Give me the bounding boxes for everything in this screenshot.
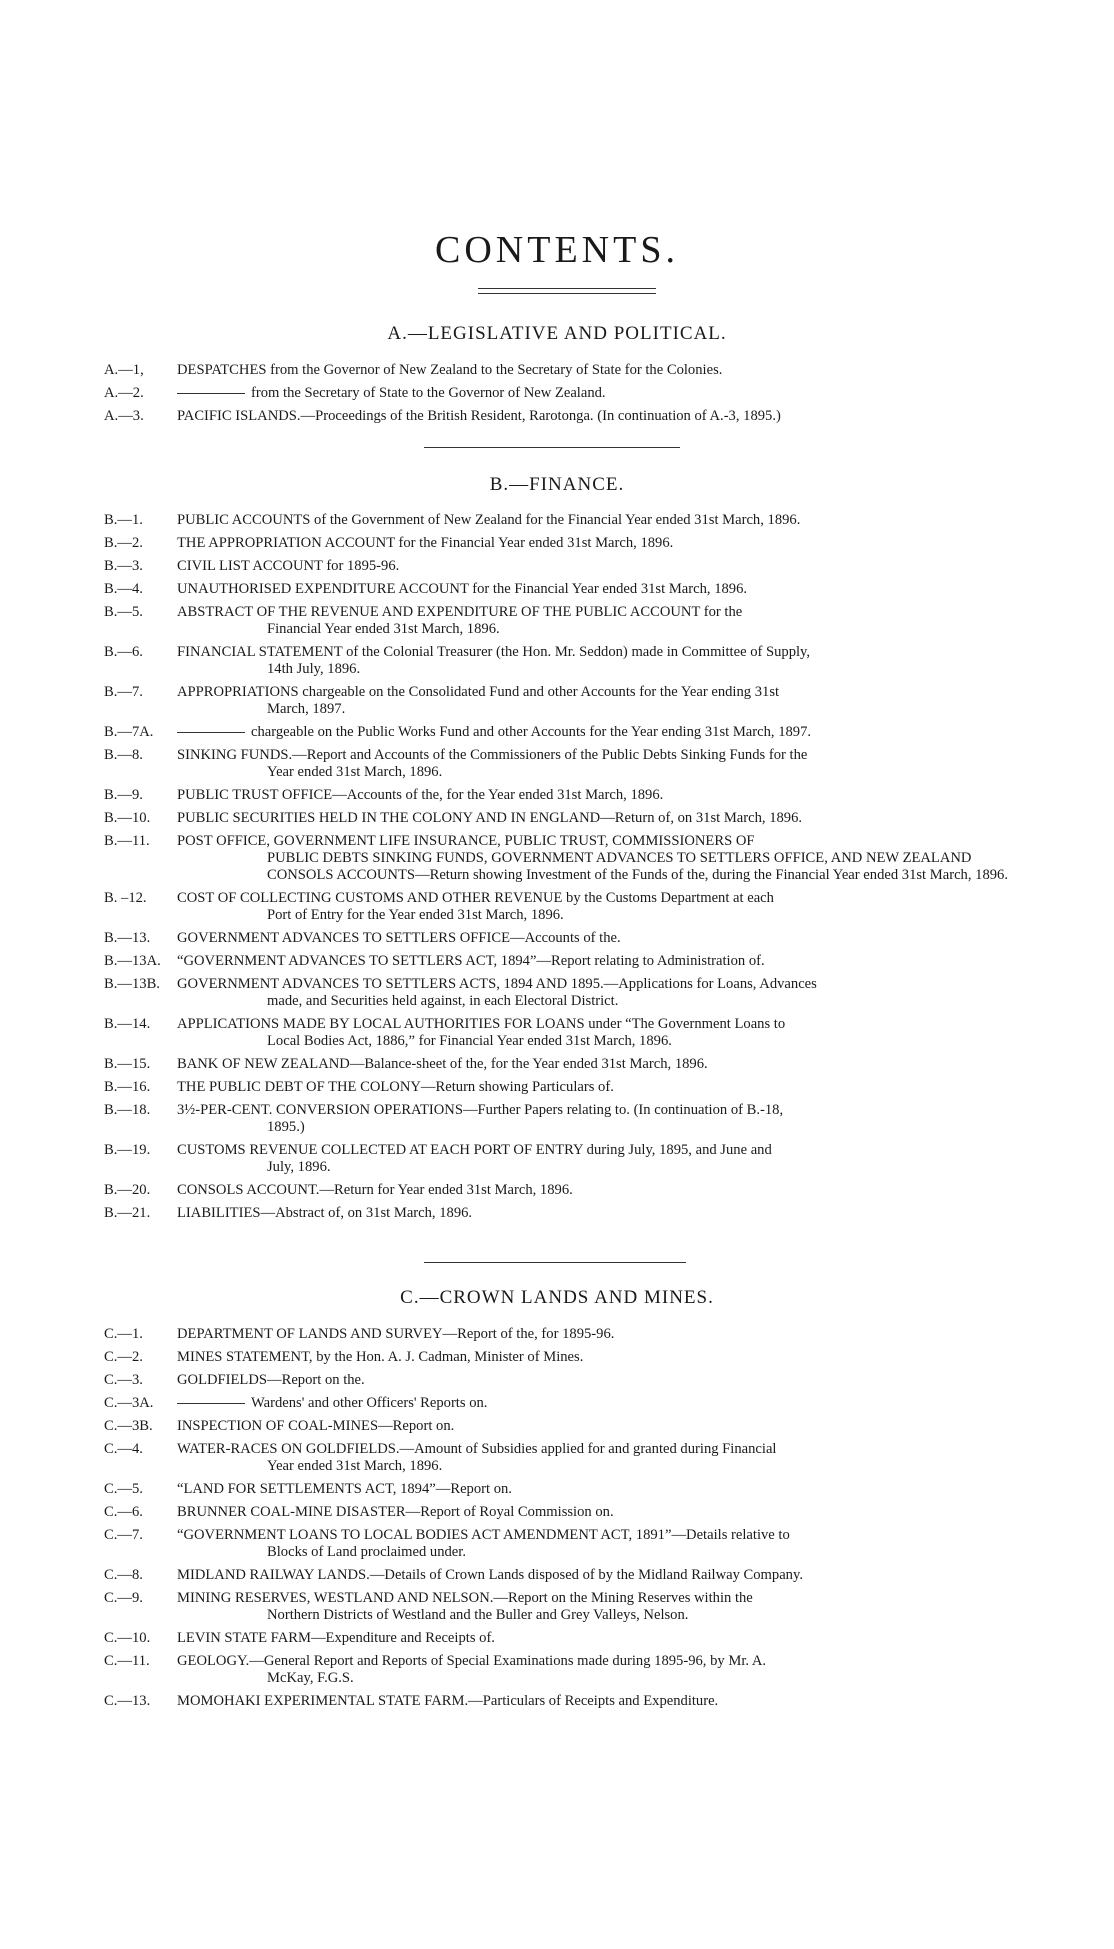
section-c-list	[104, 1320, 1014, 1710]
entry-description	[177, 1079, 1014, 1096]
entry-text: from the Secretary of State to the Governor of New Zealand.	[251, 385, 606, 401]
entry-code: A.—2.	[104, 385, 144, 401]
page-title: CONTENTS.	[435, 229, 679, 271]
entry-code: A.—3.	[104, 408, 144, 424]
section-a-list	[104, 356, 1014, 425]
title-rule	[478, 288, 656, 294]
entry-description	[177, 724, 1014, 741]
list-item	[104, 747, 1014, 781]
entry-continuation: Blocks of Land proclaimed under.	[267, 1544, 466, 1560]
entry-code: B. –12.	[104, 890, 147, 906]
entry-description	[177, 1590, 1014, 1624]
entry-code: C.—6.	[104, 1504, 143, 1520]
entry-code: B.—19.	[104, 1142, 151, 1158]
list-item	[104, 558, 1014, 575]
entry-code: B.—7.	[104, 684, 143, 700]
entry-description	[177, 1693, 1014, 1710]
entry-code: B.—15.	[104, 1056, 151, 1072]
entry-code: C.—3A.	[104, 1395, 154, 1411]
entry-description	[177, 1102, 1014, 1136]
entry-description	[177, 1182, 1014, 1199]
entry-code: B.—21.	[104, 1205, 151, 1221]
list-item	[104, 1349, 1014, 1366]
entry-continuation: Year ended 31st March, 1896.	[267, 1458, 443, 1474]
entry-description	[177, 1441, 1014, 1475]
entry-text: PUBLIC ACCOUNTS of the Government of New Zealand for the Financial Year ended 31st March, 1896.	[177, 512, 801, 528]
entry-continuation: March, 1897.	[267, 701, 346, 717]
entry-code: C.—3B.	[104, 1418, 153, 1434]
entry-text: APPLICATIONS MADE BY LOCAL AUTHORITIES FOR LOANS under “The Government Loans to	[177, 1016, 786, 1032]
entry-code: B.—7A.	[104, 724, 154, 740]
entry-text: SINKING FUNDS.—Report and Accounts of the Commissioners of the Public Debts Sinking Funds for the	[177, 747, 808, 763]
list-item	[104, 1441, 1014, 1475]
list-item	[104, 362, 1014, 379]
entry-code: B.—20.	[104, 1182, 151, 1198]
entry-description	[177, 953, 1014, 970]
entry-text: BANK OF NEW ZEALAND—Balance-sheet of the, for the Year ended 31st March, 1896.	[177, 1056, 708, 1072]
entry-continuation: Port of Entry for the Year ended 31st March, 1896.	[267, 907, 564, 923]
list-item	[104, 1079, 1014, 1096]
entry-text: MIDLAND RAILWAY LANDS.—Details of Crown Lands disposed of by the Midland Railway Company.	[177, 1567, 803, 1583]
entry-text: INSPECTION OF COAL-MINES—Report on.	[177, 1418, 455, 1434]
entry-description	[177, 1418, 1014, 1435]
entry-description	[177, 1016, 1014, 1050]
entry-description	[177, 684, 1014, 718]
entry-continuation: 14th July, 1896.	[267, 661, 361, 677]
section-b-heading: B.—FINANCE.	[489, 474, 625, 495]
entry-code: C.—5.	[104, 1481, 143, 1497]
entry-text: PUBLIC SECURITIES HELD IN THE COLONY AND IN ENGLAND—Return of, on 31st March, 1896.	[177, 810, 803, 826]
section-divider	[424, 1262, 686, 1263]
entry-code: C.—3.	[104, 1372, 143, 1388]
list-item	[104, 1567, 1014, 1584]
list-item	[104, 1481, 1014, 1498]
entry-description	[177, 512, 1014, 529]
entry-code: B.—8.	[104, 747, 143, 763]
entry-text: GOVERNMENT ADVANCES TO SETTLERS ACTS, 1894 AND 1895.—Applications for Loans, Advances	[177, 976, 817, 992]
entry-text: MINES STATEMENT, by the Hon. A. J. Cadman, Minister of Mines.	[177, 1349, 584, 1365]
entry-code: C.—13.	[104, 1693, 151, 1709]
list-item	[104, 1504, 1014, 1521]
entry-text: POST OFFICE, GOVERNMENT LIFE INSURANCE, PUBLIC TRUST, COMMISSIONERS OF	[177, 833, 755, 849]
section-divider	[424, 447, 680, 448]
entry-text: GOVERNMENT ADVANCES TO SETTLERS OFFICE—Accounts of the.	[177, 930, 621, 946]
entry-text: GEOLOGY.—General Report and Reports of Special Examinations made during 1895-96, by Mr. A.	[177, 1653, 767, 1669]
entry-description	[177, 1504, 1014, 1521]
section-a-heading: A.—LEGISLATIVE AND POLITICAL.	[387, 323, 727, 344]
entry-text: CONSOLS ACCOUNT.—Return for Year ended 31st March, 1896.	[177, 1182, 573, 1198]
entry-text: THE PUBLIC DEBT OF THE COLONY—Return showing Particulars of.	[177, 1079, 614, 1095]
entry-description	[177, 1630, 1014, 1647]
entry-text: “GOVERNMENT LOANS TO LOCAL BODIES ACT AMENDMENT ACT, 1891”—Details relative to	[177, 1527, 790, 1543]
entry-description	[177, 833, 1014, 884]
entry-description	[177, 1326, 1014, 1343]
list-item	[104, 810, 1014, 827]
entry-text: LEVIN STATE FARM—Expenditure and Receipts of.	[177, 1630, 495, 1646]
entry-description	[177, 976, 1014, 1010]
entry-code: B.—11.	[104, 833, 150, 849]
entry-code: B.—16.	[104, 1079, 151, 1095]
entry-code: C.—10.	[104, 1630, 151, 1646]
entry-text: GOLDFIELDS—Report on the.	[177, 1372, 365, 1388]
entry-code: C.—2.	[104, 1349, 143, 1365]
entry-text: DESPATCHES from the Governor of New Zealand to the Secretary of State for the Colonies.	[177, 362, 723, 378]
entry-code: B.—1.	[104, 512, 143, 528]
entry-description	[177, 362, 1014, 379]
entry-continuation: Northern Districts of Westland and the Buller and Grey Valleys, Nelson.	[267, 1607, 689, 1623]
entry-description	[177, 787, 1014, 804]
entry-description	[177, 535, 1014, 552]
list-item	[104, 1395, 1014, 1412]
list-item	[104, 1653, 1014, 1687]
entry-text: PACIFIC ISLANDS.—Proceedings of the British Resident, Rarotonga. (In continuation of A.-3, 1895.)	[177, 408, 781, 424]
list-item	[104, 1182, 1014, 1199]
list-item	[104, 930, 1014, 947]
entry-continuation: PUBLIC DEBTS SINKING FUNDS, GOVERNMENT ADVANCES TO SETTLERS OFFICE, AND NEW ZEALAND CONSOLS ACCOUNTS—Return showing Investment of the Funds of the, during the Financial Year ended 31st March, 1896.	[267, 850, 1008, 883]
list-item	[104, 1630, 1014, 1647]
entry-text: “GOVERNMENT ADVANCES TO SETTLERS ACT, 1894”—Report relating to Administration of.	[177, 953, 765, 969]
entry-code: C.—8.	[104, 1567, 143, 1583]
entry-description	[177, 1395, 1014, 1412]
entry-text: APPROPRIATIONS chargeable on the Consolidated Fund and other Accounts for the Year ending 31st	[177, 684, 780, 700]
entry-text: ABSTRACT OF THE REVENUE AND EXPENDITURE OF THE PUBLIC ACCOUNT for the	[177, 604, 743, 620]
entry-continuation: July, 1896.	[267, 1159, 331, 1175]
entry-description	[177, 930, 1014, 947]
entry-continuation: made, and Securities held against, in each Electoral District.	[267, 993, 619, 1009]
entry-code: B.—9.	[104, 787, 143, 803]
entry-code: C.—9.	[104, 1590, 143, 1606]
entry-code: B.—2.	[104, 535, 143, 551]
list-item	[104, 1056, 1014, 1073]
entry-text: chargeable on the Public Works Fund and other Accounts for the Year ending 31st March, 1897.	[251, 724, 812, 740]
list-item	[104, 1527, 1014, 1561]
list-item	[104, 1693, 1014, 1710]
entry-text: PUBLIC TRUST OFFICE—Accounts of the, for the Year ended 31st March, 1896.	[177, 787, 664, 803]
entry-description	[177, 1349, 1014, 1366]
list-item	[104, 581, 1014, 598]
entry-code: B.—3.	[104, 558, 143, 574]
entry-description	[177, 1567, 1014, 1584]
list-item	[104, 1326, 1014, 1343]
list-item	[104, 385, 1014, 402]
entry-text: WATER-RACES ON GOLDFIELDS.—Amount of Subsidies applied for and granted during Financial	[177, 1441, 777, 1457]
list-item	[104, 1418, 1014, 1435]
entry-description	[177, 1205, 1014, 1222]
entry-text: MOMOHAKI EXPERIMENTAL STATE FARM.—Particulars of Receipts and Expenditure.	[177, 1693, 719, 1709]
list-item	[104, 1016, 1014, 1050]
ditto-dash	[177, 732, 245, 733]
entry-text: CUSTOMS REVENUE COLLECTED AT EACH PORT OF ENTRY during July, 1895, and June and	[177, 1142, 772, 1158]
list-item	[104, 535, 1014, 552]
entry-text: MINING RESERVES, WESTLAND AND NELSON.—Report on the Mining Reserves within the	[177, 1590, 753, 1606]
entry-code: B.—5.	[104, 604, 143, 620]
entry-description	[177, 747, 1014, 781]
entry-code: C.—11.	[104, 1653, 150, 1669]
entry-continuation: Financial Year ended 31st March, 1896.	[267, 621, 500, 637]
section-b-list	[104, 506, 1014, 1222]
list-item	[104, 604, 1014, 638]
entry-text: THE APPROPRIATION ACCOUNT for the Financial Year ended 31st March, 1896.	[177, 535, 674, 551]
entry-code: A.—1,	[104, 362, 144, 378]
entry-text: CIVIL LIST ACCOUNT for 1895-96.	[177, 558, 400, 574]
list-item	[104, 1205, 1014, 1222]
entry-code: B.—18.	[104, 1102, 151, 1118]
entry-code: B.—4.	[104, 581, 143, 597]
list-item	[104, 1590, 1014, 1624]
entry-description	[177, 810, 1014, 827]
entry-text: Wardens' and other Officers' Reports on.	[251, 1395, 488, 1411]
list-item	[104, 787, 1014, 804]
entry-text: COST OF COLLECTING CUSTOMS AND OTHER REVENUE by the Customs Department at each	[177, 890, 774, 906]
list-item	[104, 408, 1014, 425]
entry-continuation: 1895.)	[267, 1119, 305, 1135]
entry-code: C.—7.	[104, 1527, 143, 1543]
entry-code: B.—13B.	[104, 976, 160, 992]
entry-continuation: Year ended 31st March, 1896.	[267, 764, 443, 780]
entry-code: C.—1.	[104, 1326, 143, 1342]
list-item	[104, 644, 1014, 678]
entry-text: FINANCIAL STATEMENT of the Colonial Treasurer (the Hon. Mr. Seddon) made in Committee of Supply,	[177, 644, 811, 660]
list-item	[104, 833, 1014, 884]
entry-description	[177, 1056, 1014, 1073]
section-c-heading: C.—CROWN LANDS AND MINES.	[400, 1287, 714, 1308]
entry-description	[177, 385, 1014, 402]
entry-description	[177, 1142, 1014, 1176]
entry-description	[177, 1527, 1014, 1561]
entry-description	[177, 1653, 1014, 1687]
entry-text: 3½-PER-CENT. CONVERSION OPERATIONS—Further Papers relating to. (In continuation of B.-18,	[177, 1102, 784, 1118]
entry-description	[177, 1481, 1014, 1498]
ditto-dash	[177, 393, 245, 394]
list-item	[104, 1142, 1014, 1176]
entry-continuation: McKay, F.G.S.	[267, 1670, 354, 1686]
entry-code: B.—14.	[104, 1016, 151, 1032]
list-item	[104, 890, 1014, 924]
list-item	[104, 684, 1014, 718]
list-item	[104, 512, 1014, 529]
entry-text: LIABILITIES—Abstract of, on 31st March, 1896.	[177, 1205, 473, 1221]
entry-text: “LAND FOR SETTLEMENTS ACT, 1894”—Report on.	[177, 1481, 512, 1497]
entry-description	[177, 408, 1014, 425]
entry-text: DEPARTMENT OF LANDS AND SURVEY—Report of the, for 1895-96.	[177, 1326, 615, 1342]
entry-description	[177, 890, 1014, 924]
entry-code: B.—13.	[104, 930, 151, 946]
entry-continuation: Local Bodies Act, 1886,” for Financial Year ended 31st March, 1896.	[267, 1033, 672, 1049]
entry-description	[177, 581, 1014, 598]
entry-text: UNAUTHORISED EXPENDITURE ACCOUNT for the Financial Year ended 31st March, 1896.	[177, 581, 748, 597]
entry-code: B.—6.	[104, 644, 143, 660]
list-item	[104, 976, 1014, 1010]
ditto-dash	[177, 1403, 245, 1404]
list-item	[104, 724, 1014, 741]
entry-code: B.—13A.	[104, 953, 161, 969]
entry-code: C.—4.	[104, 1441, 143, 1457]
list-item	[104, 953, 1014, 970]
entry-description	[177, 604, 1014, 638]
entry-description	[177, 558, 1014, 575]
list-item	[104, 1102, 1014, 1136]
entry-text: BRUNNER COAL-MINE DISASTER—Report of Royal Commission on.	[177, 1504, 614, 1520]
list-item	[104, 1372, 1014, 1389]
entry-description	[177, 1372, 1014, 1389]
entry-code: B.—10.	[104, 810, 151, 826]
entry-description	[177, 644, 1014, 678]
